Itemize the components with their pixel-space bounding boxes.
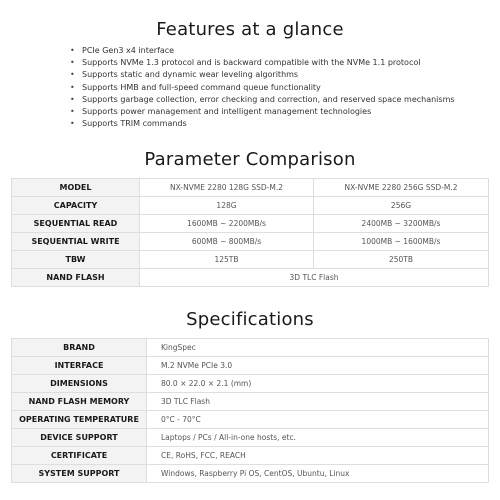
bullet-icon: • [70,119,75,129]
bullet-icon: • [70,58,75,68]
list-item [70,57,455,69]
table-row [12,339,489,357]
table-row [12,429,489,447]
feature-text: Supports NVMe 1.3 protocol and is backward compatible with the NVMe 1.1 protocol [82,58,421,68]
bullet-icon: • [70,46,75,55]
cell-value: 2400MB ~ 3200MB/s [314,215,489,233]
cell-value: KingSpec [147,339,489,357]
table-row [12,233,489,251]
table-row [12,197,489,215]
features-title: Features at a glance [156,19,344,40]
row-label: SEQUENTIAL WRITE [12,233,140,251]
list-item [70,106,455,118]
table-row [12,357,489,375]
row-label: CERTIFICATE [12,447,147,465]
cell-value-merged: 3D TLC Flash [140,269,489,287]
feature-text: Supports garbage collection, error checking and correction, and reserved space mechanisms [82,94,455,104]
cell-value: 250TB [314,251,489,269]
cell-value: 256G [314,197,489,215]
list-item [70,118,455,130]
table-row [12,465,489,483]
feature-text: Supports HMB and full-speed command queue functionality [82,82,321,92]
row-label: OPERATING TEMPERATURE [12,411,147,429]
cell-value: Laptops / PCs / All-in-one hosts, etc. [147,429,489,447]
cell-value: CE, RoHS, FCC, REACH [147,447,489,465]
bullet-icon: • [70,106,75,116]
table-row [12,411,489,429]
parameter-comparison-table [11,178,489,287]
row-label: SEQUENTIAL READ [12,215,140,233]
list-item [70,69,455,81]
cell-value: 1600MB ~ 2200MB/s [140,215,314,233]
row-label: SYSTEM SUPPORT [12,465,147,483]
table-row [12,179,489,197]
row-label: MODEL [12,179,140,197]
row-label: BRAND [12,339,147,357]
list-item [70,94,455,106]
features-list [70,45,455,130]
cell-value: 128G [140,197,314,215]
table-row [12,447,489,465]
cell-value: 1000MB ~ 1600MB/s [314,233,489,251]
table-row [12,215,489,233]
row-label: NAND FLASH MEMORY [12,393,147,411]
feature-text: Supports TRIM commands [82,119,187,129]
row-label: INTERFACE [12,357,147,375]
cell-value: 600MB ~ 800MB/s [140,233,314,251]
feature-text: Supports power management and intelligent management technologies [82,106,372,116]
list-item [70,45,455,57]
cell-value: Windows, Raspberry Pi OS, CentOS, Ubuntu, Linux [147,465,489,483]
bullet-icon: • [70,82,75,92]
feature-text: Supports static and dynamic wear leveling algorithms [82,70,299,80]
bullet-icon: • [70,94,75,104]
row-label: NAND FLASH [12,269,140,287]
parameter-comparison-title: Parameter Comparison [144,149,356,170]
specifications-table [11,338,489,483]
table-row [12,251,489,269]
cell-value: NX-NVME 2280 128G SSD-M.2 [140,179,314,197]
row-label: DEVICE SUPPORT [12,429,147,447]
row-label: DIMENSIONS [12,375,147,393]
cell-value: 0°C - 70°C [147,411,489,429]
cell-value: 125TB [140,251,314,269]
table-row [12,269,489,287]
row-label: TBW [12,251,140,269]
feature-text: PCIe Gen3 x4 interface [82,46,175,55]
cell-value: NX-NVME 2280 256G SSD-M.2 [314,179,489,197]
specifications-title: Specifications [186,309,314,330]
table-row [12,375,489,393]
list-item [70,82,455,94]
cell-value: 3D TLC Flash [147,393,489,411]
cell-value: 80.0 × 22.0 × 2.1 (mm) [147,375,489,393]
bullet-icon: • [70,70,75,80]
table-row [12,393,489,411]
row-label: CAPACITY [12,197,140,215]
cell-value: M.2 NVMe PCIe 3.0 [147,357,489,375]
